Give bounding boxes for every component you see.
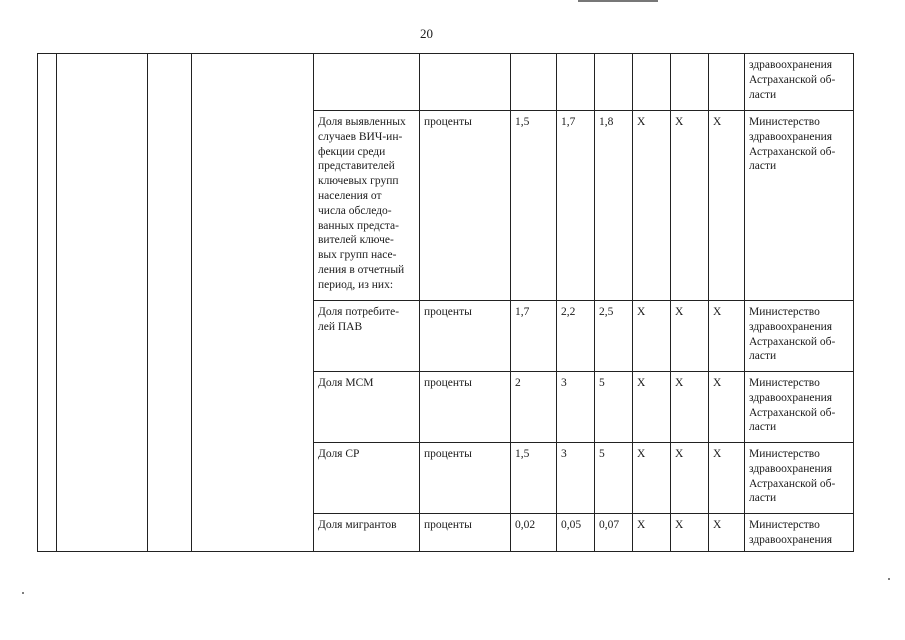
x-cell: X — [671, 301, 709, 372]
value-cell: 1,7 — [511, 301, 557, 372]
x-cell: X — [709, 372, 745, 443]
agency-cell: Министерство здравоохранения Астраханской об- ласти — [745, 301, 854, 372]
indicator-cell: Доля потребите- лей ПАВ — [314, 301, 420, 372]
value-cell: 2,5 — [595, 301, 633, 372]
indicator-cell: Доля мигрантов — [314, 514, 420, 552]
scan-speck — [888, 578, 890, 580]
x-cell: X — [633, 443, 671, 514]
value-cell: 2 — [511, 372, 557, 443]
value-cell: 0,05 — [557, 514, 595, 552]
unit-cell: проценты — [420, 111, 511, 301]
agency-cell: здравоохранения Астраханской об- ласти — [745, 54, 854, 111]
scan-speck — [22, 592, 24, 594]
table-row — [38, 54, 854, 111]
x-cell: X — [633, 372, 671, 443]
unit-cell: проценты — [420, 372, 511, 443]
value-cell — [511, 54, 557, 111]
x-cell: X — [709, 111, 745, 301]
value-cell: 1,5 — [511, 443, 557, 514]
x-cell: X — [633, 111, 671, 301]
indicators-table — [37, 53, 854, 552]
x-cell: X — [709, 301, 745, 372]
value-cell: 5 — [595, 443, 633, 514]
x-cell — [633, 54, 671, 111]
empty-cell-task — [192, 54, 314, 552]
x-cell — [709, 54, 745, 111]
value-cell: 5 — [595, 372, 633, 443]
value-cell: 0,02 — [511, 514, 557, 552]
x-cell: X — [671, 372, 709, 443]
agency-cell: Министерство здравоохранения Астраханской об- ласти — [745, 111, 854, 301]
value-cell: 1,8 — [595, 111, 633, 301]
indicator-cell: Доля выявленных случаев ВИЧ-ин- фекции среди представителей ключевых групп населения от числа обследо- ванных предста- вителей ключе- вых групп насе- ления в отчетный период, из них: — [314, 111, 420, 301]
x-cell: X — [709, 443, 745, 514]
unit-cell — [420, 54, 511, 111]
x-cell: X — [709, 514, 745, 552]
value-cell — [595, 54, 633, 111]
unit-cell: проценты — [420, 514, 511, 552]
value-cell: 3 — [557, 372, 595, 443]
agency-cell: Министерство здравоохранения Астраханской об- ласти — [745, 372, 854, 443]
indicator-cell: Доля МСМ — [314, 372, 420, 443]
unit-cell: проценты — [420, 301, 511, 372]
empty-cell-number — [38, 54, 57, 552]
value-cell: 2,2 — [557, 301, 595, 372]
table-body — [38, 54, 854, 552]
empty-cell-goal — [57, 54, 148, 552]
value-cell: 1,7 — [557, 111, 595, 301]
agency-cell: Министерство здравоохранения — [745, 514, 854, 552]
x-cell: X — [633, 514, 671, 552]
x-cell: X — [633, 301, 671, 372]
agency-cell: Министерство здравоохранения Астраханской об- ласти — [745, 443, 854, 514]
page-number: 20 — [420, 26, 433, 41]
x-cell: X — [671, 111, 709, 301]
value-cell: 0,07 — [595, 514, 633, 552]
scan-top-mark — [578, 0, 658, 2]
indicator-cell — [314, 54, 420, 111]
value-cell: 3 — [557, 443, 595, 514]
empty-cell-code — [148, 54, 192, 552]
x-cell: X — [671, 443, 709, 514]
value-cell — [557, 54, 595, 111]
x-cell: X — [671, 514, 709, 552]
indicator-cell: Доля СР — [314, 443, 420, 514]
unit-cell: проценты — [420, 443, 511, 514]
value-cell: 1,5 — [511, 111, 557, 301]
x-cell — [671, 54, 709, 111]
